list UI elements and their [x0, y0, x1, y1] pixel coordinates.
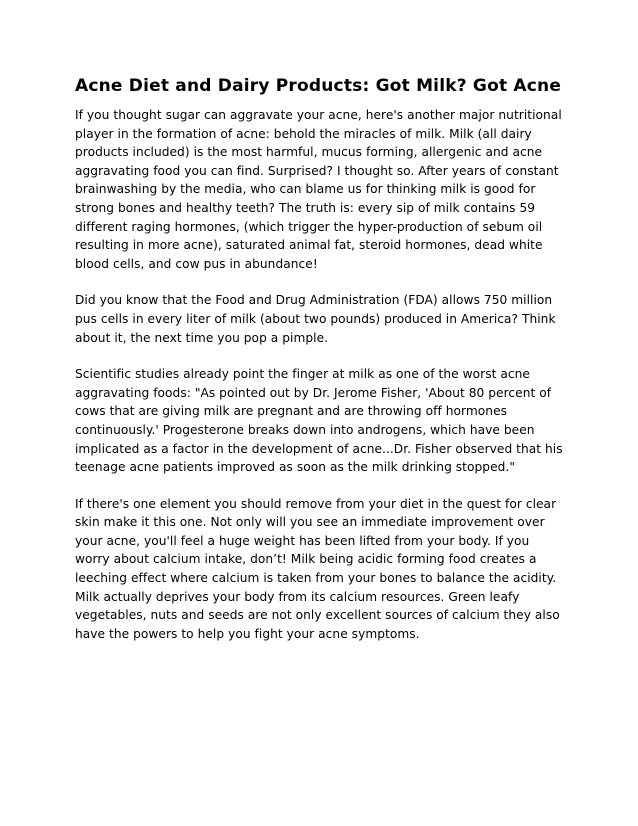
paragraph-milk-intro: If you thought sugar can aggravate your acne, here's another major nutritional player in the formation of acne: behold the miracles of milk. Milk (all dairy products included) is the most harmful, mucus forming, allergenic and acne aggravating food you can find. Surprised? I thought so. After years of constant brainwashing by the media, who can blame us for thinking milk is good for strong bones and healthy teeth? The truth is: every sip of milk contains 59 different raging hormones, (which trigger the hyper-production of sebum oil resulting in more acne), saturated animal fat, steroid hormones, dead white blood cells, and cow pus in abundance!	[75, 108, 562, 271]
document-page	[75, 74, 567, 661]
paragraph-scientific-studies: Scientific studies already point the finger at milk as one of the worst acne aggravating foods: "As pointed out by Dr. Jerome Fisher, 'About 80 percent of cows that are giving milk are pregnant and are throwing off hormones continuously.' Progesterone breaks down into androgens, which have been implicated as a factor in the development of acne...Dr. Fisher observed that his teenage acne patients improved as soon as the milk drinking stopped."	[75, 367, 563, 475]
paragraph-remove-dairy: If there's one element you should remove from your diet in the quest for clear skin make it this one. Not only will you see an immediate improvement over your acne, you'll feel a huge weight has been lifted from your body. If you worry about calcium intake, don’t! Milk being acidic forming food creates a leeching effect where calcium is taken from your bones to balance the acidity. Milk actually deprives your body from its calcium resources. Green leafy vegetables, nuts and seeds are not only excellent sources of calcium they also have the powers to help you fight your acne symptoms.	[75, 496, 560, 641]
document-title: Acne Diet and Dairy Products: Got Milk? Got Acne	[75, 76, 562, 96]
paragraph-fda-pus-cells: Did you know that the Food and Drug Administration (FDA) allows 750 million pus cells in every liter of milk (about two pounds) produced in America? Think about it, the next time you pop a pimple.	[75, 293, 556, 345]
